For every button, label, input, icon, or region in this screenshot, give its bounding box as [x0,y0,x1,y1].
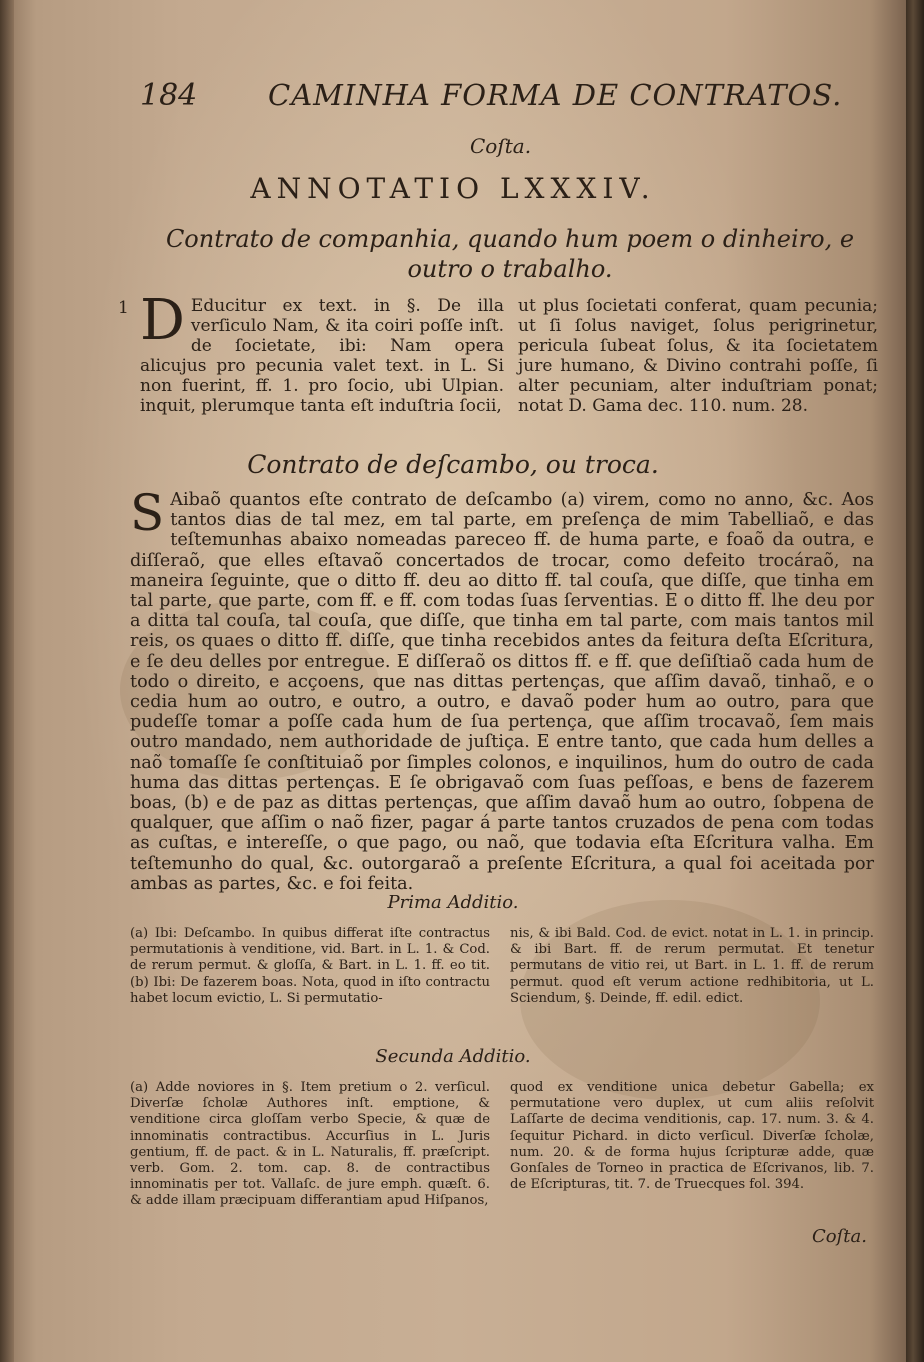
prima-additio-left: (a) Ibi: Deſcambo. In quibus differat iſte contractus permutationis à venditione, vid. Bart. in L. 1. & Cod. de rerum permut. & gloſſa, & Bart. in L. 1. ff. eo tit. (b) Ibi: De fazerem boas. Nota, quod in iſto contractu habet locum evictio, L. Si permutatio- [130,926,490,1006]
section1-column-right: ut plus ſocietati conferat, quam pecunia; ut ſi ſolus naviget, ſolus perigrinetur, pericula ſubeat ſolus, & ita ſocietatem jure humano, & Divino contrahi poſſe, ſi alter pecuniam, alter induſtriam ponat; notat D. Gama dec. 110. num. 28. [518,296,878,416]
page-number: 184 [140,78,198,113]
prima-additio-right: nis, & ibi Bald. Cod. de evict. notat in L. 1. in princip. & ibi Bart. ff. de rerum permutat. Et tenetur permutans de vitio rei, ut Bart. in L. 1. ff. de rerum permut. quod eſt verum actione redhibitoria, ut L. Sciendum, §. Deinde, ff. edil. edict. [510,926,874,1006]
secunda-additio-right: quod ex venditione unica debetur Gabella; ex permutatione vero duplex, ut cum aliis reſolvit Laſſarte de decima venditionis, cap. 17. num. 3. & 4. ſequitur Pichard. in dicto verſicul. Diverſæ ſcholæ, num. 20. & de forma hujus ſcripturæ adde, quæ Gonſales de Torneo in practica de Eſcrivanos, lib. 7. de Eſcripturas, tit. 7. de Truecques fol. 394. [510,1080,874,1193]
section1-title: Contrato de companhia, quando hum poem o dinheiro, e outro o trabalho. [165,225,855,283]
catchword-top: Coſta. [470,134,532,158]
paragraph-number: 1 [118,298,129,318]
prima-additio-title: Prima Additio. [387,892,519,913]
annotation-heading: ANNOTATIO LXXXIV. [250,172,656,205]
drop-cap: D [140,288,185,353]
section1-column-left [118,288,504,416]
secunda-additio-title: Secunda Additio. [375,1046,531,1067]
book-spine [906,0,924,1362]
section2-body [130,484,874,894]
section2-title: Contrato de deſcambo, ou troca. [247,450,659,479]
catchword-bottom: Coſta. [812,1226,867,1247]
section1-left-text: Educitur ex text. in §. De illa verſiculo Nam, & ita coiri poſſe inſt. de ſocietate, ibi: Nam opera alicujus pro pecunia valet text. in L. Si non fuerint, ff. 1. pro ſocio, ubi Ulpian. inquit, plerumque tanta eſt induſtria ſocii, [140,296,504,416]
drop-cap: S [130,484,165,542]
section2-text: Aibaõ quantos eſte contrato de deſcambo (a) virem, como no anno, &c. Aos tantos dias de tal mez, em tal parte, em preſença de mim Tabelliaõ, e das teſtemunhas abaixo nomeadas pareceo ff. de huma parte, e foaõ da outra, e diſſeraõ, que elles eſtavaõ concertados de trocar, como defeito trocáraõ, na maneira ſeguinte, que o ditto ff. deu ao ditto ff. tal couſa, que diſſe, que tinha em tal parte, que parte, com ff. e ff. com todas ſuas ſerventias. E o ditto ff. lhe deu por a ditta tal couſa, tal couſa, que diſſe, que tinha em tal parte, com mais tantos mil reis, os quaes o ditto ff. diſſe, que tinha recebidos antes da feitura deſta Eſcritura, e ſe deu delles por entregue. E diſſeraõ os dittos ff. e ff. que deſiſtiaõ cada hum de todo o direito, e acçoens, que nas dittas pertenças, que aſſim davaõ, tinhaõ, e o cedia hum ao outro, e outro, a outro, e davaõ poder hum ao outro, para que pudeſſe tomar a poſſe cada hum de ſua pertença, que aſſim trocavaõ, ſem mais outro mandado, nem authoridade de juſtiça. E entre tanto, que cada hum delles a naõ tomaſſe ſe conſtituiaõ por ſimples colonos, e inquilinos, hum do outro de cada huma das dittas pertenças. E ſe obrigavaõ com ſuas peſſoas, e bens de fazerem boas, (b) e de paz as dittas pertenças, que aſſim davaõ hum ao outro, ſobpena de qualquer, que aſſim o naõ fizer, pagar á parte tantos cruzados de pena com todas as cuſtas, e intereſſe, o que pago, ou naõ, que todavia eſta Eſcritura valha. Em teſtemunho do qual, &c. outorgaraõ a preſente Eſcritura, a qual foi aceitada por ambas as partes, &c. e foi feita. [130,490,874,894]
secunda-additio-left: (a) Adde noviores in §. Item pretium o 2. verſicul. Diverſæ ſcholæ Authores inſt. emptione, & venditione circa gloſſam verbo Specie, & quæ de innominatis contractibus. Accurſius in L. Juris gentium, ff. de pact. & in L. Naturalis, ff. præſcript. verb. Gom. 2. tom. cap. 8. de contractibus innominatis per tot. Vallaſc. de jure emph. quæſt. 6. & adde illam præcipuam differantiam apud Hiſpanos, [130,1080,490,1209]
running-title: CAMINHA FORMA DE CONTRATOS. [268,78,843,112]
page-header [140,74,843,120]
